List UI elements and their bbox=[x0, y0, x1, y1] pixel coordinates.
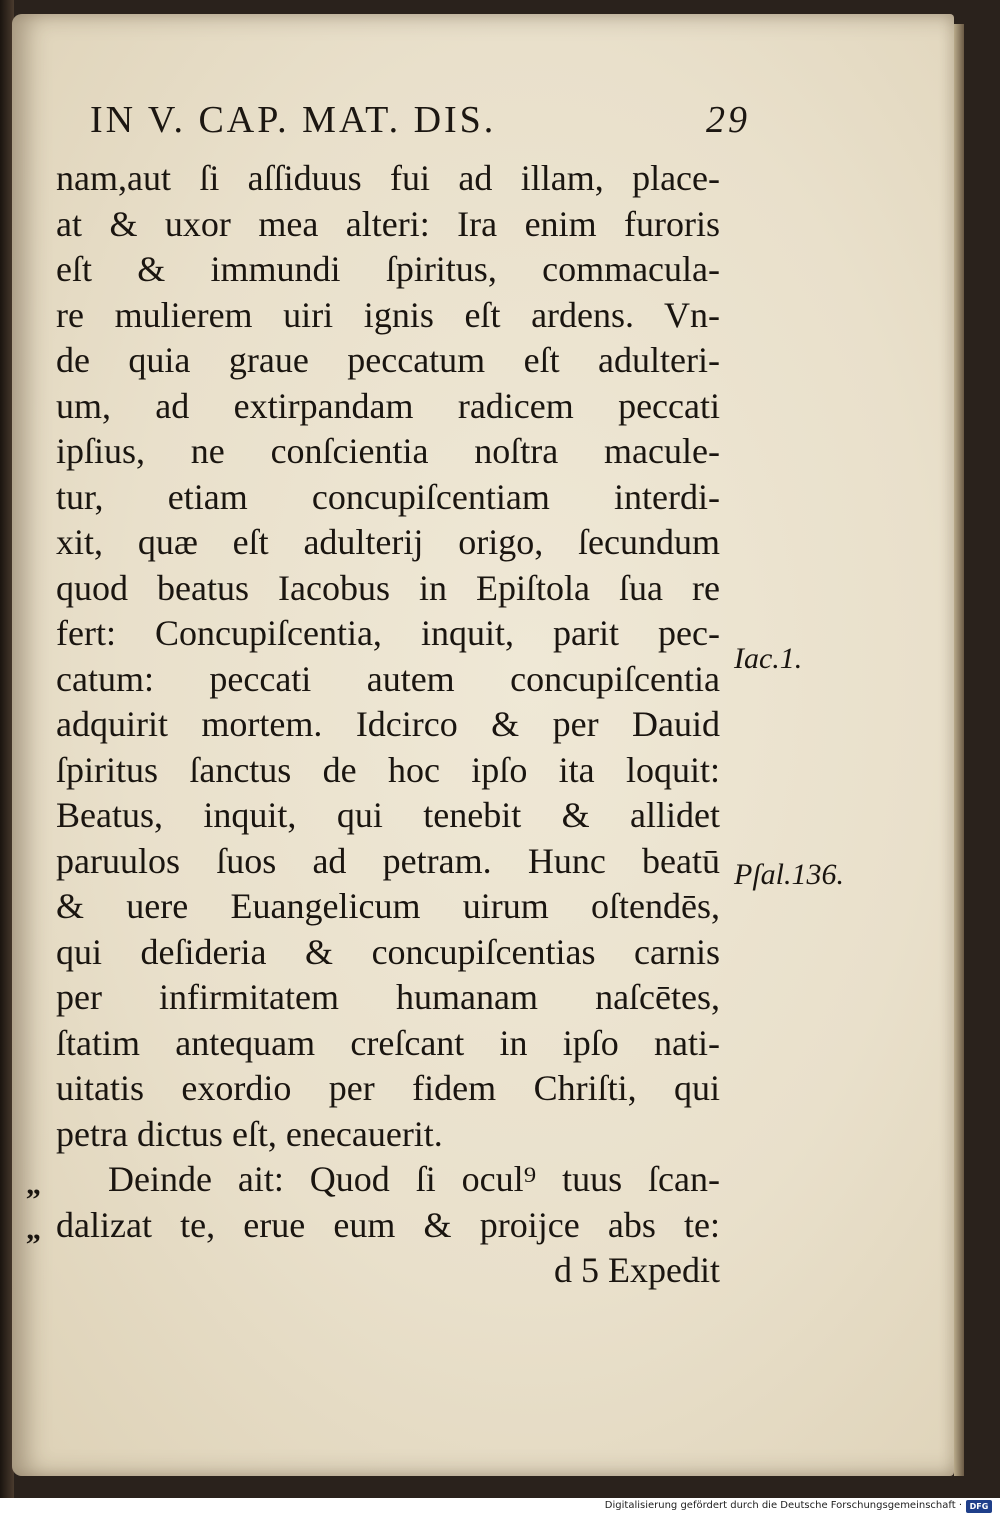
text-line: re mulierem uiri ignis eſt ardens. Vn- bbox=[56, 294, 720, 335]
main-text bbox=[56, 156, 720, 1294]
text-line: eſt & immundi ſpiritus, commacula- bbox=[56, 249, 720, 289]
text-line: paruulos ſuos ad petram. Hunc beatū bbox=[56, 840, 720, 881]
text-line: tur, etiam concupiſcentiam interdi- bbox=[56, 476, 720, 517]
running-head-title: IN V. CAP. MAT. DIS. bbox=[90, 99, 497, 141]
text-line: um, ad extirpandam radicem peccati bbox=[56, 385, 720, 426]
signature-catchword-line: d 5 Expedit bbox=[554, 1250, 720, 1290]
marginal-note-jac: Iac.1. bbox=[734, 642, 803, 675]
text-line: de quia graue peccatum eſt adulteri- bbox=[56, 340, 720, 380]
quotation-mark: „ bbox=[26, 1213, 41, 1246]
text-line: nam,aut ſi aſſiduus fui ad illam, place- bbox=[56, 158, 720, 198]
text-line: Beatus, inquit, qui tenebit & allidet bbox=[56, 795, 720, 835]
funding-credit: Digitalisierung gefördert durch die Deutsche Forschungsgemeinschaft · bbox=[604, 1500, 962, 1511]
text-line: quod beatus Iacobus in Epiſtola ſua re bbox=[56, 567, 720, 608]
running-head bbox=[90, 98, 750, 148]
text-line: petra dictus eſt, enecauerit. bbox=[56, 1113, 443, 1154]
page-number: 29 bbox=[706, 99, 750, 141]
text-line: qui deſideria & concupiſcentias carnis bbox=[56, 931, 720, 972]
text-line: Deinde ait: Quod ſi ocul⁹ tuus ſcan- bbox=[108, 1159, 720, 1199]
text-line: at & uxor mea alteri: Ira enim furoris bbox=[56, 203, 720, 244]
text-line: & uere Euangelicum uirum oſtendēs, bbox=[56, 886, 720, 926]
marginal-note-psal: Pſal.136. bbox=[734, 858, 844, 891]
dfg-logo: DFG bbox=[966, 1500, 992, 1513]
text-line: xit, quæ eſt adulterij origo, ſecundum bbox=[56, 522, 720, 562]
quotation-mark: „ bbox=[26, 1168, 41, 1201]
text-line: ſpiritus ſanctus de hoc ipſo ita loquit: bbox=[56, 749, 720, 790]
text-line: ſtatim antequam creſcant in ipſo nati- bbox=[56, 1022, 720, 1063]
text-line: catum: peccati autem concupiſcentia bbox=[56, 658, 720, 699]
text-line: ipſius, ne conſcientia noſtra macule- bbox=[56, 431, 720, 471]
page-edge bbox=[954, 24, 964, 1476]
text-line: fert: Concupiſcentia, inquit, parit pec- bbox=[56, 613, 720, 653]
text-line: adquirit mortem. Idcirco & per Dauid bbox=[56, 704, 720, 744]
text-line: per infirmitatem humanam naſcētes, bbox=[56, 977, 720, 1017]
text-line: uitatis exordio per fidem Chriſti, qui bbox=[56, 1068, 720, 1108]
text-line: dalizat te, erue eum & proijce abs te: bbox=[56, 1204, 720, 1245]
